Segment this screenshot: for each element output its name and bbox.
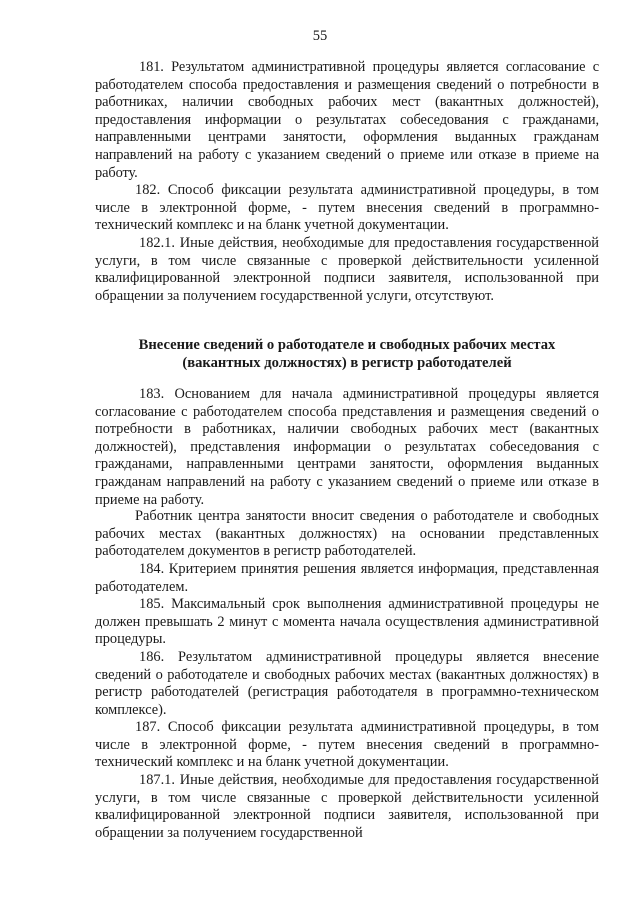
paragraph-187-1: 187.1. Иные действия, необходимые для предоставления государственной услуги, в том числе связанные с проверкой действительности усиленной квалифицированной электронной подписи заявителя, использованной при обращении за получением государственной [95, 772, 599, 841]
paragraph-181: 181. Результатом административной процедуры является согласование с работодателем способа предоставления и размещения сведений о потребности в работниках, наличии свободных рабочих мест (вакантных должностей), предоставления информации о результатах собеседования с гражданами, направленными центрами занятости, оформления выданных гражданам направлений на работу с указанием сведений о приеме или отказе в приеме на работу. [95, 59, 599, 181]
paragraph-182: 182. Способ фиксации результата административной процедуры, в том числе в электронной форме, - путем внесения сведений в программно-технический комплекс и на бланк учетной документации. [95, 182, 599, 234]
paragraph-182-1: 182.1. Иные действия, необходимые для предоставления государственной услуги, в том числе связанные с проверкой действительности усиленной квалифицированной электронной подписи заявителя, использованной при обращении за получением государственной услуги, отсутствуют. [95, 235, 599, 304]
paragraph-186: 186. Результатом административной процедуры является внесение сведений о работодателе и свободных рабочих местах (вакантных должностях) в регистр работодателей (регистрация работодателя в программно-техническом комплексе). [95, 649, 599, 718]
paragraph-184: 184. Критерием принятия решения является информация, представленная работодателем. [95, 561, 599, 595]
paragraph-worker: Работник центра занятости вносит сведения о работодателе и свободных рабочих местах (вакантных должностях) на основании представленных работодателем документов в регистр работодателей. [95, 508, 599, 560]
paragraph-183: 183. Основанием для начала административной процедуры является согласование с работодателем способа представления и размещения сведений о потребности в работниках, наличии свободных рабочих мест (вакантных должностей), представления информации о результатах собеседования с гражданами, направленными центрами занятости, оформления выданных гражданам направлений на работу с указанием сведений о приеме или отказе в приеме на работу. [95, 386, 599, 508]
section-heading-line-2: (вакантных должностях) в регистр работодателей [182, 355, 512, 371]
section-heading [95, 336, 599, 372]
paragraph-185: 185. Максимальный срок выполнения административной процедуры не должен превышать 2 минут с момента начала осуществления административной процедуры. [95, 596, 599, 648]
page-number: 55 [312, 28, 328, 44]
section-heading-line-1: Внесение сведений о работодателе и свободных рабочих местах [138, 337, 556, 353]
paragraph-187: 187. Способ фиксации результата административной процедуры, в том числе в электронной форме, - путем внесения сведений в программно-технический комплекс и на бланк учетной документации. [95, 719, 599, 771]
